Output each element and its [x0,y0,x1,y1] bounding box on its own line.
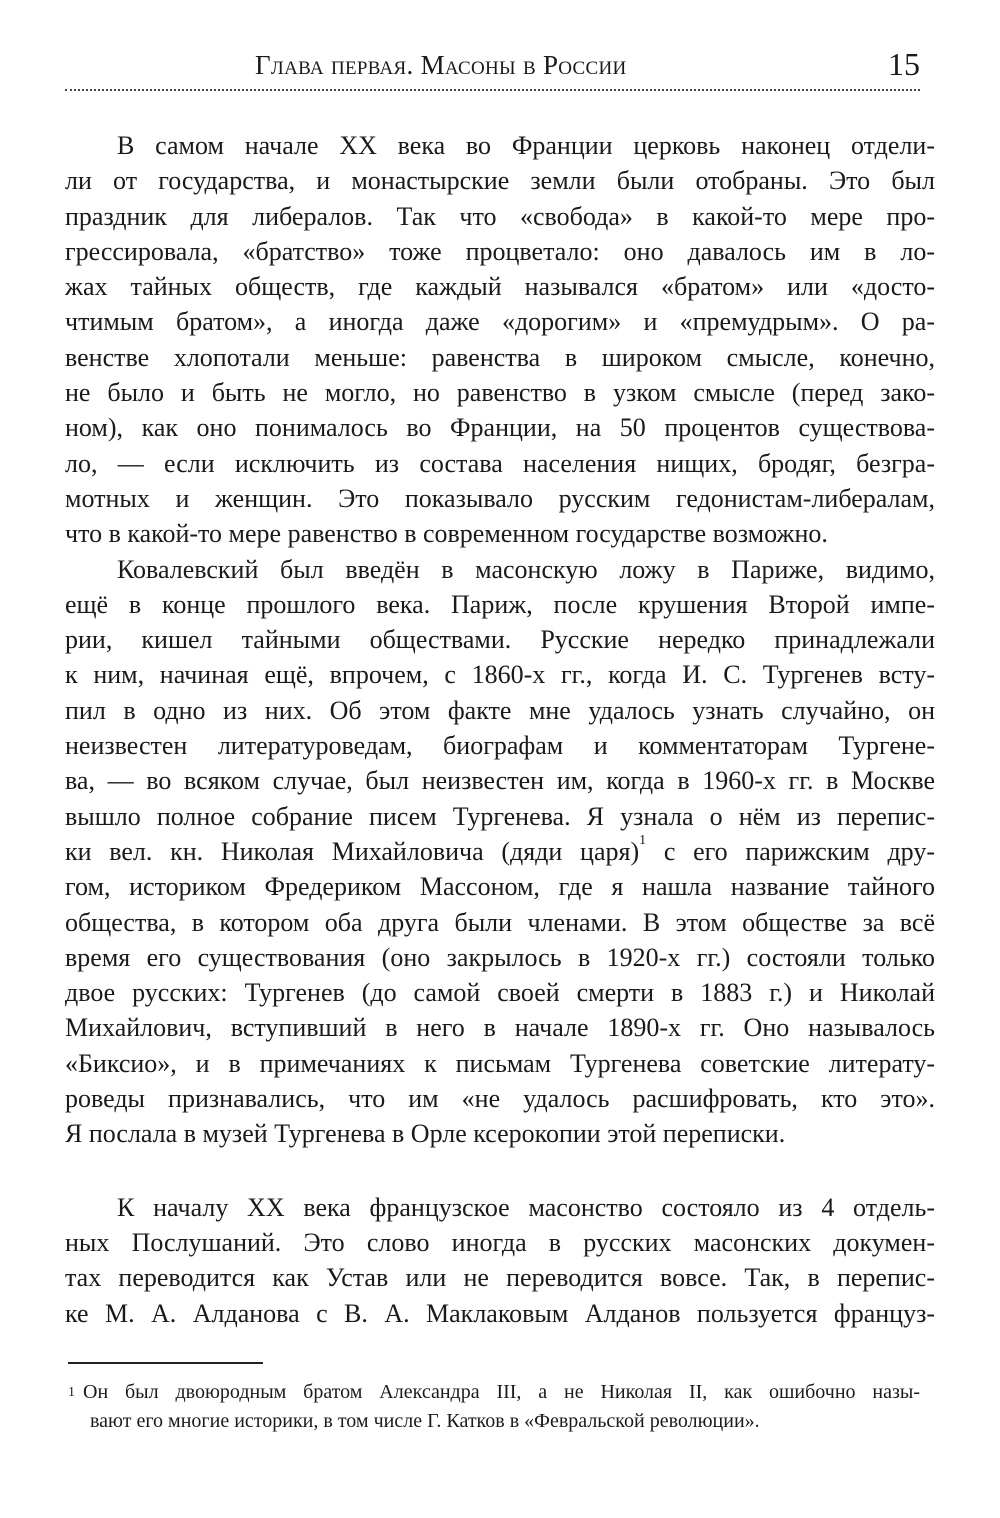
text-line: неизвестен литературоведам, биографам и комментаторам Тургене- [65,731,935,761]
footnote-line [68,1378,920,1407]
text-line: ке М. А. Алданова с В. А. Маклаковым Алданов пользуется француз- [65,1298,935,1328]
paragraph [65,1190,935,1331]
footnote [68,1378,920,1436]
paragraph [65,552,935,1152]
text-line: К началу XX века французское масонство состояло из 4 отдель- [117,1192,935,1222]
text-line: ки вел. кн. Николая Михайловича (дяди царя)$^1$ с его парижским дру- [65,833,935,866]
footnote-marker[interactable]: 1 [639,833,647,848]
text-line: двое русских: Тургенев (до самой своей смерти в 1883 г.) и Николай [65,978,935,1008]
footnote-number: 1 [68,1385,75,1400]
text-line: общества, в котором оба друга были членами. В этом обществе за всё [65,907,935,937]
text-line: Я послала в музей Тургенева в Орле ксерокопии этой переписки. [65,1119,786,1149]
text-line: не было и быть не могло, но равенство в узком смысле (перед зако- [65,378,935,408]
footnote-rule [68,1362,263,1364]
header-dotted-rule [65,89,920,91]
text-line: роведы признавались, что им «не удалось расшифровать, кто это». [65,1084,935,1114]
footnote-text: Он был двоюродным братом Александра III, а не Николая II, как ошибочно назы- [83,1381,920,1403]
text-line: мотных и женщин. Это показывало русским гедонистам-либералам, [65,483,935,513]
text-line: чтимым братом», а иногда даже «дорогим» и «премудрым». О ра- [65,307,935,337]
running-header [65,48,920,88]
text-line: Ковалевский был введён в масонскую ложу в Париже, видимо, [117,554,935,584]
text-line: жах тайных обществ, где каждый назывался «братом» или «досто- [65,272,935,302]
text-line: «Биксио», и в примечаниях к письмам Тургенева советские литерату- [65,1048,935,1078]
paragraph-gap [65,1152,935,1190]
text-line: Михайлович, вступивший в него в начале 1890-х гг. Оно называлось [65,1013,935,1043]
text-line: венстве хлопотали меньше: равенства в широком смысле, конечно, [65,342,935,372]
text-line: В самом начале XX века во Франции церковь наконец отдели- [117,131,935,160]
text-line: праздник для либералов. Так что «свобода» в какой-то мере про- [65,201,935,231]
text-line: пил в одно из них. Об этом факте мне удалось узнать случайно, он [65,695,935,725]
text-line: ва, — во всяком случае, был неизвестен им, когда в 1960-х гг. в Москве [65,766,935,796]
text-line: рии, кишел тайными обществами. Русские нередко принадлежали [65,625,935,655]
text-line: тах переводится как Устав или не переводится вовсе. Так, в перепис- [65,1263,935,1293]
text-line: ещё в конце прошлого века. Париж, после крушения Второй импе- [65,589,935,619]
paragraph [65,128,935,552]
text-line: к ним, начиная ещё, впрочем, с 1860-х гг., когда И. С. Тургенев всту- [65,660,935,690]
text-line: ном), как оно понималось во Франции, на 50 процентов существова- [65,413,935,443]
text-line: ли от государства, и монастырские земли были отобраны. Это был [65,166,935,196]
text-line: грессировала, «братство» тоже процветало: оно давалось им в ло- [65,236,935,266]
text-line: ных Послушаний. Это слово иногда в русских масонских докумен- [65,1227,935,1257]
text-line: что в какой-то мере равенство в современном государстве возможно. [65,519,828,549]
main-text [65,128,935,1331]
text-line: вышло полное собрание писем Тургенева. Я узнала о нём из перепис- [65,801,935,831]
text-line: время его существования (оно закрылось в 1920-х гг.) состояли только [65,942,935,972]
footnote-line: вают его многие историки, в том числе Г. Катков в «Февральской революции». [90,1410,760,1432]
text-line: гом, историком Фредериком Массоном, где я нашла название тайного [65,872,935,902]
text-line: ло, — если исключить из состава населения нищих, бродяг, безгра- [65,448,935,478]
chapter-title: Глава первая. Масоны в России [255,50,627,80]
page-number: 15 [888,46,920,82]
